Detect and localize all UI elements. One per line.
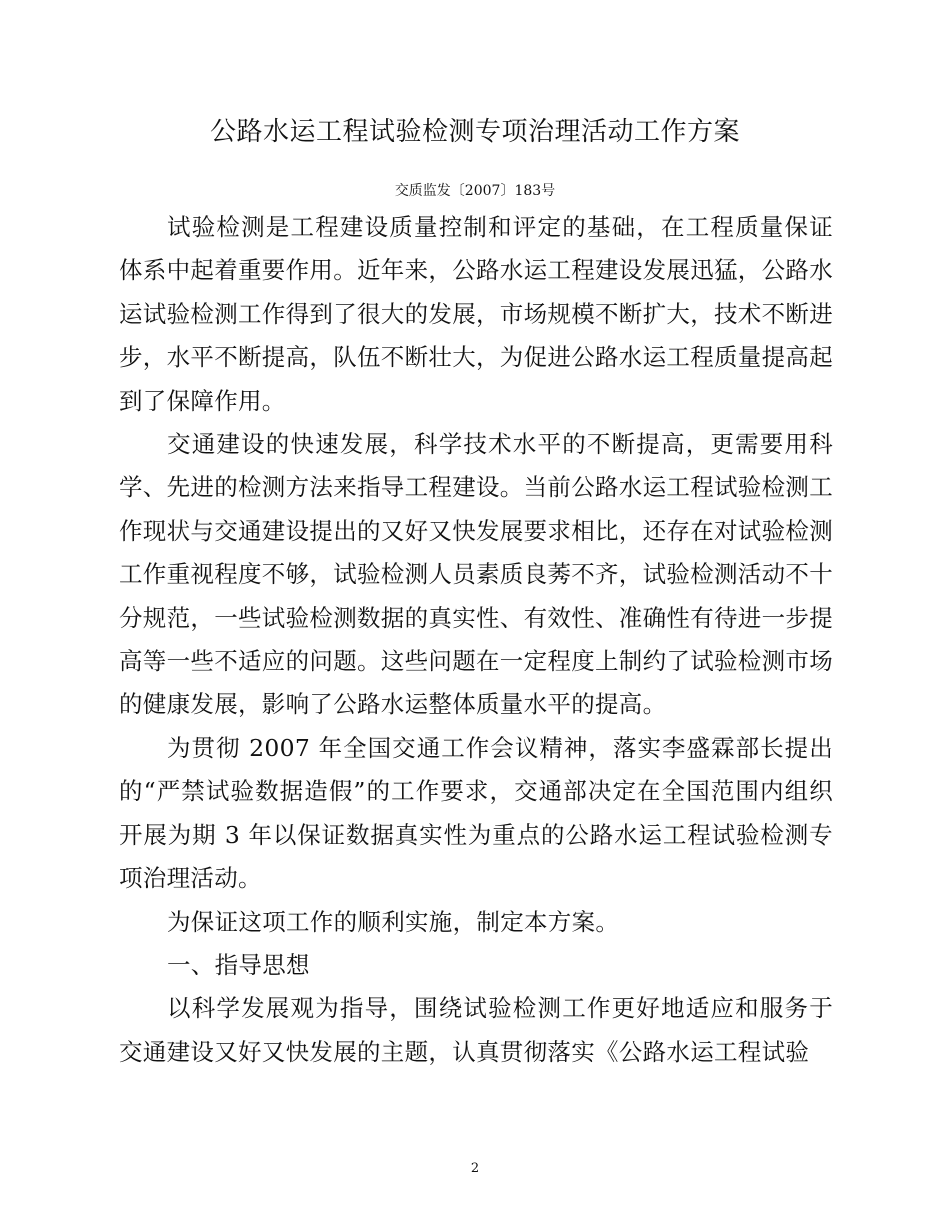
paragraph-introduction: 试验检测是工程建设质量控制和评定的基础，在工程质量保证体系中起着重要作用。近年来，公路水运工程建设发展迅猛，公路水运试验检测工作得到了很大的发展，市场规模不断扩大，技术不断进步，水平不断提高，队伍不断壮大，为促进公路水运工程质量提高起到了保障作用。 — [119, 213, 833, 415]
document-body — [119, 206, 833, 1074]
section-heading-guiding-ideology: 一、指导思想 — [167, 950, 310, 979]
paragraph-current-situation: 交通建设的快速发展，科学技术水平的不断提高，更需要用科学、先进的检测方法来指导工程建设。当前公路水运工程试验检测工作现状与交通建设提出的又好又快发展要求相比，还存在对试验检测工作重视程度不够，试验检测人员素质良莠不齐，试验检测活动不十分规范，一些试验检测数据的真实性、有效性、准确性有待进一步提高等一些不适应的问题。这些问题在一定程度上制约了试验检测市场的健康发展，影响了公路水运整体质量水平的提高。 — [119, 430, 833, 719]
document-title: 公路水运工程试验检测专项治理活动工作方案 — [209, 117, 740, 147]
document-number: 交质监发〔2007〕183号 — [394, 183, 556, 199]
page-number: 2 — [470, 1161, 480, 1176]
paragraph-guiding-ideology: 以科学发展观为指导，围绕试验检测工作更好地适应和服务于交通建设又好又快发展的主题，认真贯彻落实《公路水运工程试验 — [119, 994, 833, 1066]
paragraph-decision: 为贯彻 2007 年全国交通工作会议精神，落实李盛霖部长提出的“严禁试验数据造假”的工作要求，交通部决定在全国范围内组织开展为期 3 年以保证数据真实性为重点的公路水运工程试验检测专项治理活动。 — [119, 733, 833, 893]
paragraph-purpose: 为保证这项工作的顺利实施，制定本方案。 — [167, 907, 620, 936]
